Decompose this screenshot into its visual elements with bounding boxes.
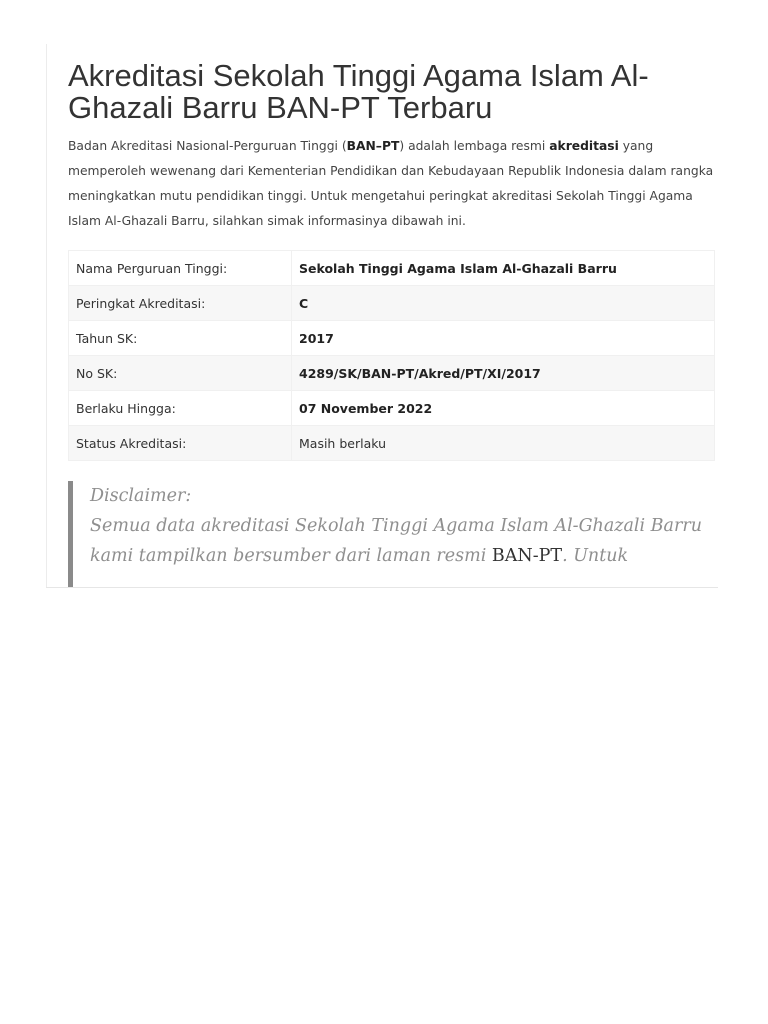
table-row	[69, 356, 715, 391]
accreditation-table	[68, 250, 715, 461]
table-cell-value: Sekolah Tinggi Agama Islam Al-Ghazali Barru	[292, 251, 715, 286]
table-row	[69, 251, 715, 286]
table-cell-value: C	[292, 286, 715, 321]
table-cell-label: Berlaku Hingga:	[69, 391, 292, 426]
intro-banpt-bold: BAN–PT	[346, 139, 400, 153]
table-cell-value: 07 November 2022	[292, 391, 715, 426]
disclaimer-quote	[68, 481, 718, 571]
page-title: Akreditasi Sekolah Tinggi Agama Islam Al-Ghazali Barru BAN-PT Terbaru	[68, 58, 649, 125]
table-row	[69, 391, 715, 426]
table-cell-label: No SK:	[69, 356, 292, 391]
disclaimer-body	[90, 511, 718, 571]
article	[68, 60, 718, 571]
table-cell-label: Tahun SK:	[69, 321, 292, 356]
table-cell-label: Peringkat Akreditasi:	[69, 286, 292, 321]
disclaimer-heading: Disclaimer:	[90, 486, 192, 506]
disclaimer-text-2: . Untuk	[562, 546, 629, 566]
content-left-border	[46, 44, 47, 588]
intro-text-3: yang memperoleh wewenang dari Kementerian Pendidikan dan Kebudayaan Republik Indonesia dalam rangka meningkatkan mutu pendidikan tinggi. Untuk mengetahui peringkat akreditasi Sekolah Tinggi Agama Islam Al-Ghazali Barru, silahkan simak informasinya dibawah ini.	[68, 139, 714, 228]
table-cell-value: 2017	[292, 321, 715, 356]
banpt-link[interactable]: BAN-PT	[491, 546, 563, 566]
table-cell-value: Masih berlaku	[292, 426, 715, 461]
intro-akreditasi-link[interactable]: akreditasi	[549, 139, 619, 153]
table-cell-label: Status Akreditasi:	[69, 426, 292, 461]
table-row	[69, 426, 715, 461]
table-cell-label: Nama Perguruan Tinggi:	[69, 251, 292, 286]
intro-paragraph	[68, 134, 718, 234]
disclaimer-text-1: Semua data akreditasi Sekolah Tinggi Agama Islam Al-Ghazali Barru kami tampilkan bersumber dari laman resmi	[90, 516, 702, 566]
table-cell-value: 4289/SK/BAN-PT/Akred/PT/XI/2017	[292, 356, 715, 391]
quote-bar	[68, 481, 73, 588]
table-row	[69, 321, 715, 356]
intro-text-1: Badan Akreditasi Nasional-Perguruan Tinggi (	[68, 139, 347, 153]
capture-bottom-border	[46, 587, 718, 588]
table-row	[69, 286, 715, 321]
intro-text-2: ) adalah lembaga resmi	[399, 139, 550, 153]
